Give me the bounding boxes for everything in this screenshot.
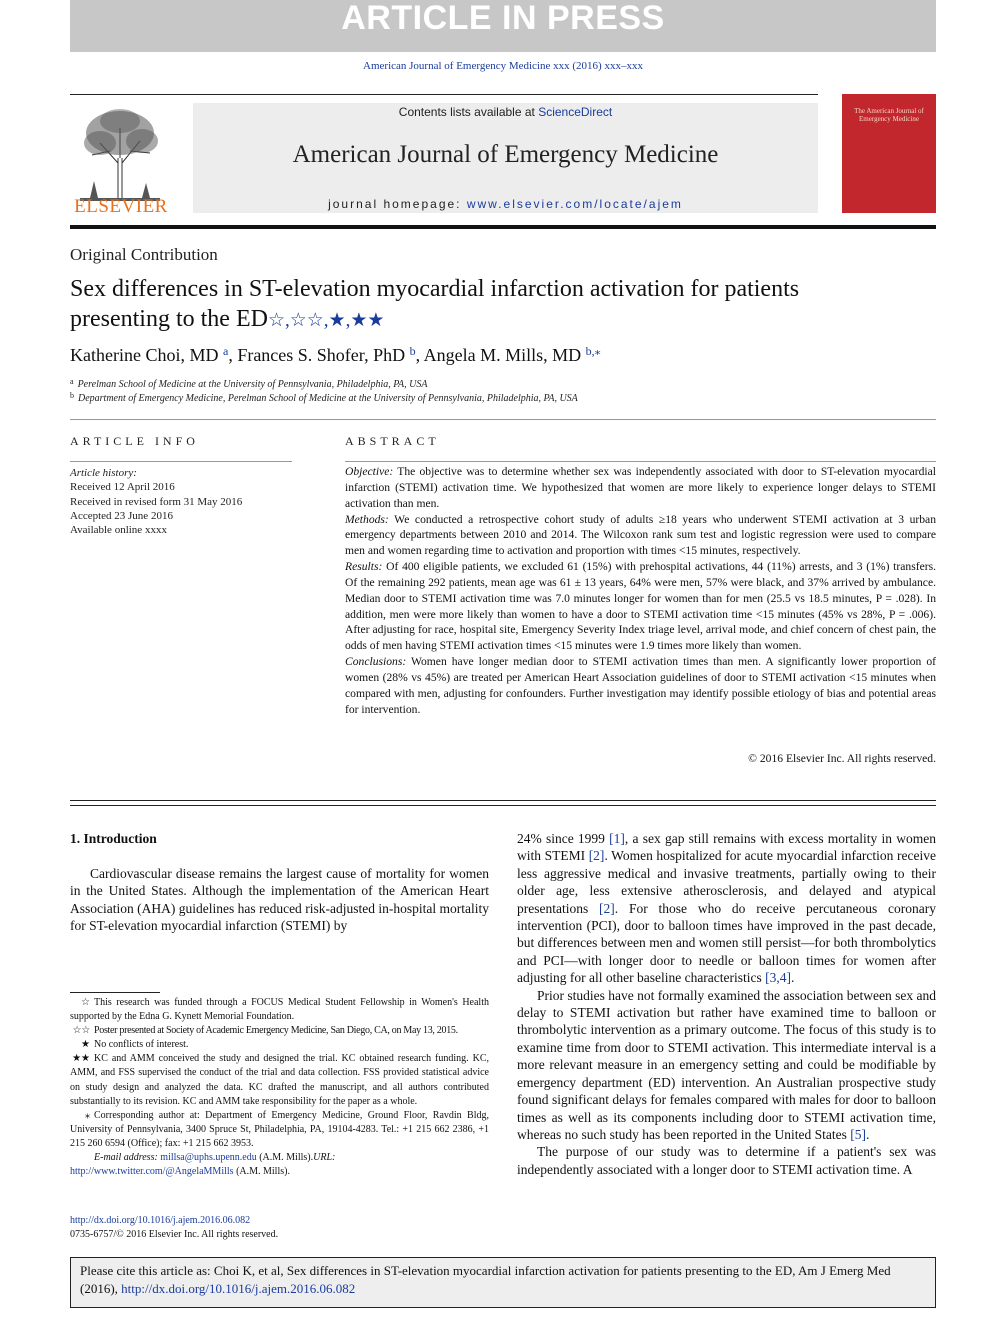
- citation-doi-link[interactable]: http://dx.doi.org/10.1016/j.ajem.2016.06.082: [121, 1280, 356, 1296]
- abstract-section-label: Methods:: [345, 512, 389, 526]
- author-name: Frances S. Shofer, PhD: [237, 345, 406, 365]
- body-rule: [70, 800, 936, 801]
- reference-link[interactable]: [2]: [599, 900, 615, 916]
- contact-line: [70, 1165, 489, 1179]
- footnote: [70, 1024, 489, 1038]
- affiliation-text: Perelman School of Medicine at the University of Pennsylvania, Philadelphia, PA, USA: [77, 379, 428, 390]
- footnote: [70, 1038, 489, 1052]
- banner-text: ARTICLE IN PRESS: [341, 0, 665, 37]
- section-heading: 1. Introduction: [70, 831, 157, 846]
- affiliation-label: b: [70, 391, 74, 400]
- abstract-section-text: Of 400 eligible patients, we excluded 61 (15%) with prehospital activations, 44 (11%) arrests, and 3 (1%) transfers. Of the remaining 292 patients, mean age was 61 ± 13 years, 64% were men, 57% were black, and 37% arrived by ambulance. Median door to STEMI activation time was 7.0 minutes longer for women than for men (25.5 vs 18.5 minutes, P = .028). In addition, men were more likely than women to have a door to STEMI activation time <15 minutes (45% vs 28%, P = .006). After adjusting for race, hospital site, Emergency Severity Index triage level, arrival mode, and chief concern of chest pain, the odds of men having STEMI activation times <15 minutes were 1.9 times more likely than women.: [345, 560, 936, 653]
- journal-homepage-line: [193, 197, 818, 211]
- sciencedirect-link[interactable]: ScienceDirect: [538, 105, 613, 119]
- abstract-section-label: Results:: [345, 560, 383, 574]
- footnote: [70, 1052, 489, 1108]
- text-run: 24% since 1999: [517, 831, 610, 846]
- article-title-text: Sex differences in ST-elevation myocardial infarction activation for patients presenting to the ED: [70, 276, 800, 332]
- footnote-text: No conflicts of interest.: [94, 1039, 189, 1051]
- intro-paragraph: [517, 830, 936, 987]
- homepage-link[interactable]: www.elsevier.com/locate/ajem: [466, 197, 683, 211]
- reference-link[interactable]: [5]: [850, 1126, 867, 1142]
- reference-link[interactable]: [1]: [609, 831, 625, 846]
- author-affiliation-mark[interactable]: a: [222, 344, 229, 358]
- text-run: . For those who do receive percutaneous coronary intervention (PCI), door to balloon times have improved in the past decade, but differences between men and women still persist—for both thrombolytics and PCI—with longer door to needle or balloon times for women after adjusting for all other baseline characteristics: [517, 900, 937, 986]
- article-type: Original Contribution: [70, 245, 218, 264]
- footnote-mark: ★: [81, 1039, 90, 1051]
- history-line: Received 12 April 2016: [70, 481, 175, 494]
- footnotes: [70, 996, 489, 1179]
- contents-prefix: Contents lists available at: [398, 105, 539, 119]
- reference-link[interactable]: [3,4]: [765, 970, 792, 986]
- homepage-prefix: journal homepage:: [328, 197, 467, 211]
- text-run: . Women hospitalized for acute myocardial infarction receive less aggressive medical and invasive treatments, partially owing to their older age, less extensive atherosclerosis, and delayed and atypical presentations: [517, 848, 936, 916]
- text-run: .: [791, 970, 795, 986]
- affiliation-text: Department of Emergency Medicine, Perelman School of Medicine at the University of Pennsylvania, Philadelphia, PA, USA: [78, 393, 578, 404]
- article-title: [70, 274, 850, 336]
- footnote: [70, 996, 489, 1024]
- doi-block: [70, 1214, 278, 1242]
- abstract-section-text: We conducted a retrospective cohort study of adults ≥18 years who underwent STEMI activation at 3 urban emergency departments between 2010 and 2014. The Wilcoxon rank sum test and logistic regression were used to compare men and women regarding time to activation and proportion with times <15 minutes, respectively.: [345, 512, 936, 558]
- text-run: .: [866, 1126, 870, 1142]
- history-line: Accepted 23 June 2016: [70, 509, 173, 522]
- footnote-text: This research was funded through a FOCUS Medical Student Fellowship in Women's Health supported by the Edna G. Kynett Memorial Foundation.: [70, 997, 489, 1023]
- abstract-results: [345, 559, 936, 654]
- affiliation-label: a: [70, 377, 74, 386]
- contents-line: [193, 105, 818, 119]
- citation-text: [80, 1262, 928, 1297]
- text-run: Prior studies have not formally examined the association between sex and delay to STEMI activation but rather have examined time to balloon or thrombolytic intervention as a primary outcome. The focus of this study is to examine time from door to STEMI activation. This intermediate interval is a more relevant measure in an emergency setting and could be modifiable by emergency department (ED) intervention. An Australian prospective study found significant delays for females compared with males for door to balloon times as well as its components including door to STEMI activation time, whereas no such study has been reported in the United States: [517, 987, 936, 1142]
- footnote-mark: ☆☆: [72, 1025, 90, 1037]
- abstract-section-label: Objective:: [345, 465, 394, 478]
- author-list: Katherine Choi, MD $^a$, Frances S. Shofer, PhD $^b$, Angela M. Mills, MD $^{b,⁎}$: [70, 344, 601, 365]
- abstract-section-text: The objective was to determine whether sex was independently associated with door to ST-elevation myocardial infarction (STEMI) activation time. We hypothesized that women are more likely to experience longer delays to STEMI activation than men.: [345, 465, 936, 510]
- author-affiliation-mark[interactable]: b,⁎: [585, 344, 601, 358]
- url-label: URL:: [313, 1152, 336, 1164]
- abstract-objective: [345, 464, 936, 512]
- footnote-mark: ★★: [72, 1053, 90, 1065]
- footnote-text: KC and AMM conceived the study and designed the trial. KC obtained research funding. KC, AMM, and FSS supervised the conduct of the trial and data collection. FSS provided statistical advice on study design and analyzed the data. KC drafted the manuscript, and all authors contributed substantially to its revision. KC and AMM take responsibility for the paper as a whole.: [70, 1053, 489, 1107]
- author-affiliation-mark[interactable]: b: [409, 344, 416, 358]
- citation-body: Please cite this article as: Choi K, et al, Sex differences in ST-elevation myocardial infarction activation for patients presenting to the ED, Am J Emerg Med (2016),: [80, 1263, 891, 1296]
- reference-link[interactable]: [2]: [588, 848, 605, 864]
- abstract-methods: [345, 512, 936, 560]
- footnote-mark: ⁎: [85, 1109, 90, 1121]
- doi-link[interactable]: http://dx.doi.org/10.1016/j.ajem.2016.06.082: [70, 1215, 251, 1226]
- header-rule: [70, 94, 818, 95]
- left-column: [70, 865, 489, 935]
- abstract-rule: [345, 461, 936, 462]
- intro-paragraph: The purpose of our study was to determine if a patient's sex was independently associated with a longer door to STEMI activation time. A: [517, 1144, 936, 1177]
- journal-reference[interactable]: American Journal of Emergency Medicine xxx (2016) xxx–xxx: [363, 60, 643, 72]
- journal-cover-title: The American Journal of Emergency Medicine: [854, 107, 924, 123]
- right-column: [517, 830, 936, 1178]
- publisher-wordmark: ELSEVIER: [74, 196, 168, 217]
- url-suffix: (A.M. Mills).: [233, 1166, 290, 1178]
- footnote-text: Poster presented at Society of Academic Emergency Medicine, San Diego, CA, on May 13, 2015.: [94, 1025, 458, 1037]
- twitter-link[interactable]: http://www.twitter.com/@AngelaMMills: [70, 1166, 234, 1178]
- affiliation-b: [70, 391, 578, 404]
- intro-paragraph: [517, 987, 936, 1144]
- history-line: Received in revised form 31 May 2016: [70, 495, 243, 508]
- history-line: Available online xxxx: [70, 524, 167, 537]
- article-history: [70, 466, 295, 537]
- footnote-mark: ☆: [81, 997, 90, 1008]
- footnote-rule: [70, 992, 160, 993]
- body-rule: [70, 805, 936, 806]
- title-footnote-marks[interactable]: ☆,☆☆,★,★★: [267, 310, 385, 331]
- email-label: E-mail address:: [94, 1152, 161, 1164]
- affiliation-rule: [70, 419, 936, 420]
- abstract-heading: ABSTRACT: [345, 434, 440, 448]
- abstract-section-label: Conclusions:: [345, 655, 407, 669]
- journal-title: American Journal of Emergency Medicine: [292, 141, 719, 168]
- affiliation-a: [70, 377, 427, 390]
- email-link[interactable]: millsa@uphs.upenn.edu: [160, 1152, 257, 1164]
- article-info-rule: [70, 461, 292, 462]
- author-name: Angela M. Mills, MD: [423, 345, 582, 365]
- abstract-conclusions: [345, 654, 936, 717]
- intro-paragraph: Cardiovascular disease remains the largest cause of mortality for women in the United States. Although the implementation of the American Heart Association (AHA) guidelines has reduced risk-adjusted in-hospital mortality for ST-elevation myocardial infarction (STEMI) by: [70, 866, 489, 934]
- footnote: [70, 1109, 489, 1151]
- article-info-heading: ARTICLE INFO: [70, 434, 199, 448]
- abstract-body: [345, 464, 936, 718]
- footnote-text: Corresponding author at: Department of Emergency Medicine, Ground Floor, Ravdin Bldg, University of Pennsylvania, 3400 Spruce St, Philadelphia, PA, 19104-4283. Tel.: +1 215 662 2386, +1 215 260 6594 (Office); fax: +1 215 662 3953.: [70, 1109, 489, 1149]
- text-run: , a sex gap still remains with excess mortality in women with STEMI: [517, 831, 936, 864]
- email-suffix: (A.M. Mills).: [256, 1152, 314, 1164]
- abstract-section-text: Women have longer median door to STEMI activation times than men. A significantly lower proportion of women (28% vs 45%) are treated per American Heart Association guidelines of door to STEMI activation <15 minutes when compared with men, adjusting for confounders. Further investigation may identify possible etiology of bias and potential areas for intervention.: [345, 655, 936, 716]
- abstract-copyright: © 2016 Elsevier Inc. All rights reserved.: [748, 752, 936, 765]
- history-label: Article history:: [70, 467, 137, 479]
- issn-line: 0735-6757/© 2016 Elsevier Inc. All rights reserved.: [70, 1229, 279, 1240]
- author-name: Katherine Choi, MD: [70, 345, 219, 365]
- contact-line: [70, 1151, 489, 1165]
- header-thick-rule: [70, 225, 936, 229]
